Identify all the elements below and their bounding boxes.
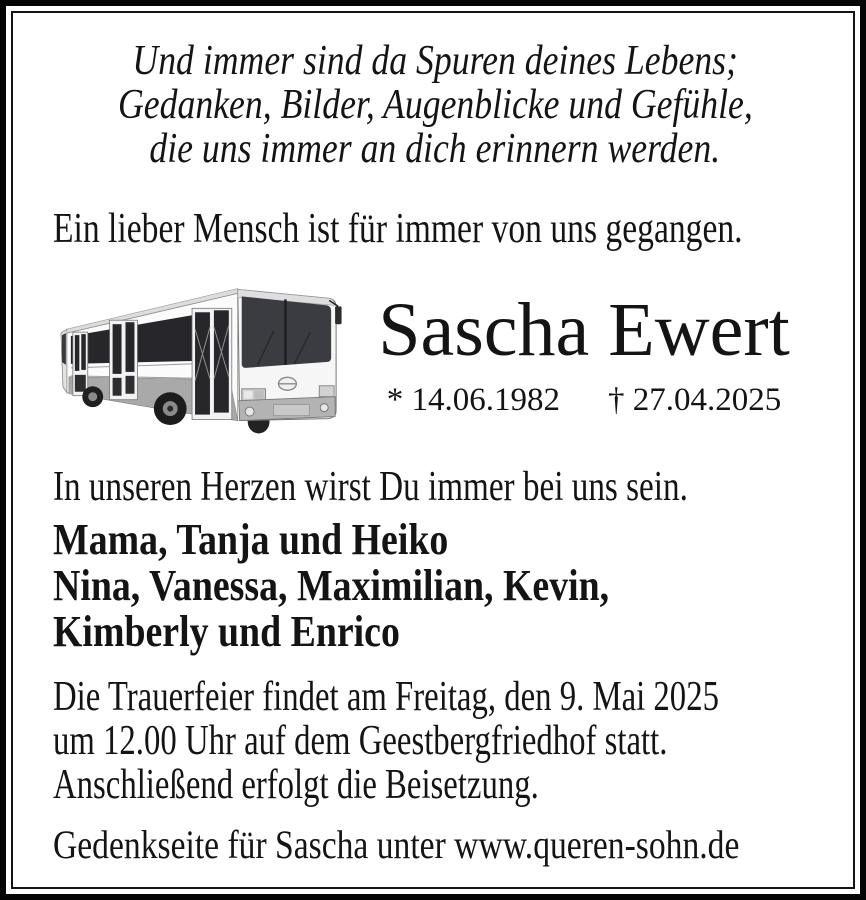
mourners-line bbox=[53, 609, 817, 655]
verse-line-text: die uns immer an dich erinnern werden. bbox=[149, 126, 721, 172]
service-line-text: Anschließend erfolgt die Beisetzung. bbox=[53, 762, 539, 808]
tribute-sentence bbox=[53, 465, 817, 509]
intro-sentence bbox=[53, 207, 817, 251]
mourners-list bbox=[53, 517, 817, 655]
service-line bbox=[53, 719, 817, 763]
obituary-inner-frame bbox=[11, 11, 855, 889]
hero-row bbox=[53, 269, 817, 439]
verse-line-text: Gedanken, Bilder, Augenblicke und Gefühle, bbox=[117, 82, 753, 128]
service-line bbox=[53, 675, 817, 719]
verse-line bbox=[53, 127, 817, 171]
memorial-text: Gedenkseite für Sascha unter www.queren-sohn.de bbox=[53, 822, 740, 867]
life-dates bbox=[387, 382, 782, 418]
mourners-line-text: Mama, Tanja und Heiko bbox=[53, 515, 449, 564]
bus-illustration bbox=[53, 269, 351, 439]
service-line-text: Die Trauerfeier findet am Freitag, den 9. Mai 2025 bbox=[53, 674, 719, 720]
verse-line bbox=[53, 39, 817, 83]
deceased-name: Sascha Ewert bbox=[378, 288, 790, 372]
mourners-line bbox=[53, 563, 817, 609]
death-date: † 27.04.2025 bbox=[608, 382, 782, 418]
intro-text: Ein lieber Mensch ist für immer von uns gegangen. bbox=[53, 206, 743, 252]
mourners-line-text: Kimberly und Enrico bbox=[53, 607, 400, 656]
service-line bbox=[53, 763, 817, 807]
memorial-page-note bbox=[53, 823, 817, 867]
service-details bbox=[53, 675, 817, 807]
tribute-text: In unseren Herzen wirst Du immer bei uns sein. bbox=[53, 464, 688, 510]
service-line-text: um 12.00 Uhr auf dem Geestbergfriedhof statt. bbox=[53, 718, 668, 764]
opening-verse bbox=[53, 39, 817, 171]
mourners-line-text: Nina, Vanessa, Maximilian, Kevin, bbox=[53, 561, 610, 610]
verse-line-text: Und immer sind da Spuren deines Lebens; bbox=[132, 38, 738, 84]
verse-line bbox=[53, 83, 817, 127]
deceased-block bbox=[351, 290, 817, 418]
mourners-line bbox=[53, 517, 817, 563]
bus-icon bbox=[53, 269, 351, 439]
birth-date: * 14.06.1982 bbox=[386, 382, 560, 418]
